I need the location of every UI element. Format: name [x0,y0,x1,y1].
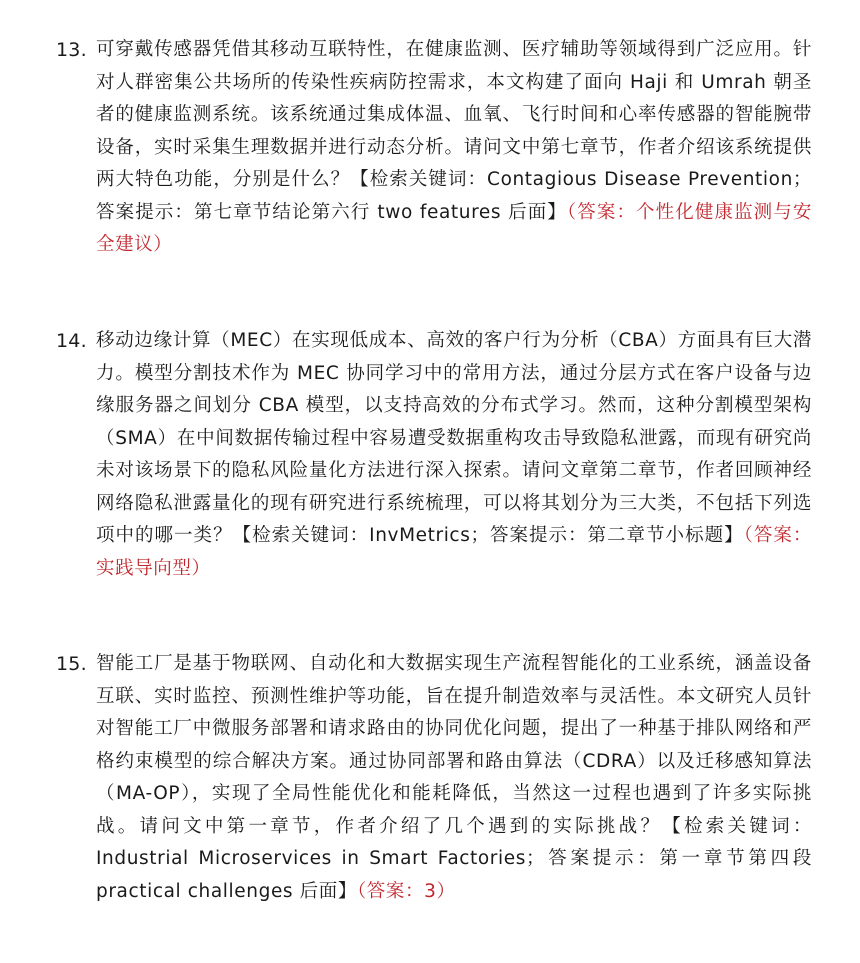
question-text: 可穿戴传感器凭借其移动互联特性，在健康监测、医疗辅助等领域得到广泛应用。针对人群密集公共场所的传染性疾病防控需求，本文构建了面向 Haji 和 Umrah 朝圣者的健康监测系统。该系统通过集成体温、血氧、飞行时间和心率传感器的智能腕带设备，实时采集生理数据并进行动态分析。请问文中第七章节，作者介绍该系统提供两大特色功能，分别是什么？【检索关键词：Contagious Disease Prevention；答案提示：第七章节结论第六行 two features 后面】 [96,39,812,223]
answer-text: （答案：3） [356,880,456,902]
answer-text: （答案：实践导向型） [96,525,812,579]
question-body [96,648,812,908]
question-text: 移动边缘计算（MEC）在实现低成本、高效的客户行为分析（CBA）方面具有巨大潜力。模型分割技术作为 MEC 协同学习中的常用方法，通过分层方式在客户设备与边缘服务器之间划分 CBA 模型，以支持高效的分布式学习。然而，这种分割模型架构（SMA）在中间数据传输过程中容易遭受数据重构攻击导致隐私泄露，而现有研究尚未对该场景下的隐私风险量化方法进行深入探索。请问文章第二章节，作者回顾神经网络隐私泄露量化的现有研究进行系统梳理，可以将其划分为三大类，不包括下列选项中的哪一类？【检索关键词：InvMetrics；答案提示：第二章节小标题】 [96,330,812,546]
question-number: 15. [56,653,87,675]
question-body [96,34,812,262]
question-number: 13. [56,39,87,61]
question-number: 14. [56,330,87,352]
question-text: 智能工厂是基于物联网、自动化和大数据实现生产流程智能化的工业系统，涵盖设备互联、实时监控、预测性维护等功能，旨在提升制造效率与灵活性。本文研究人员针对智能工厂中微服务部署和请求路由的协同优化问题，提出了一种基于排队网络和严格约束模型的综合解决方案。通过协同部署和路由算法（CDRA）以及迁移感知算法（MA-OP），实现了全局性能优化和能耗降低，当然这一过程也遇到了许多实际挑战。请问文中第一章节，作者介绍了几个遇到的实际挑战？【检索关键词：Industrial Microservices in Smart Factories；答案提示：第一章节第四段 practical challenges 后面】 [96,653,812,902]
answer-text: （答案：个性化健康监测与安全建议） [96,201,812,255]
question-body [96,325,812,585]
